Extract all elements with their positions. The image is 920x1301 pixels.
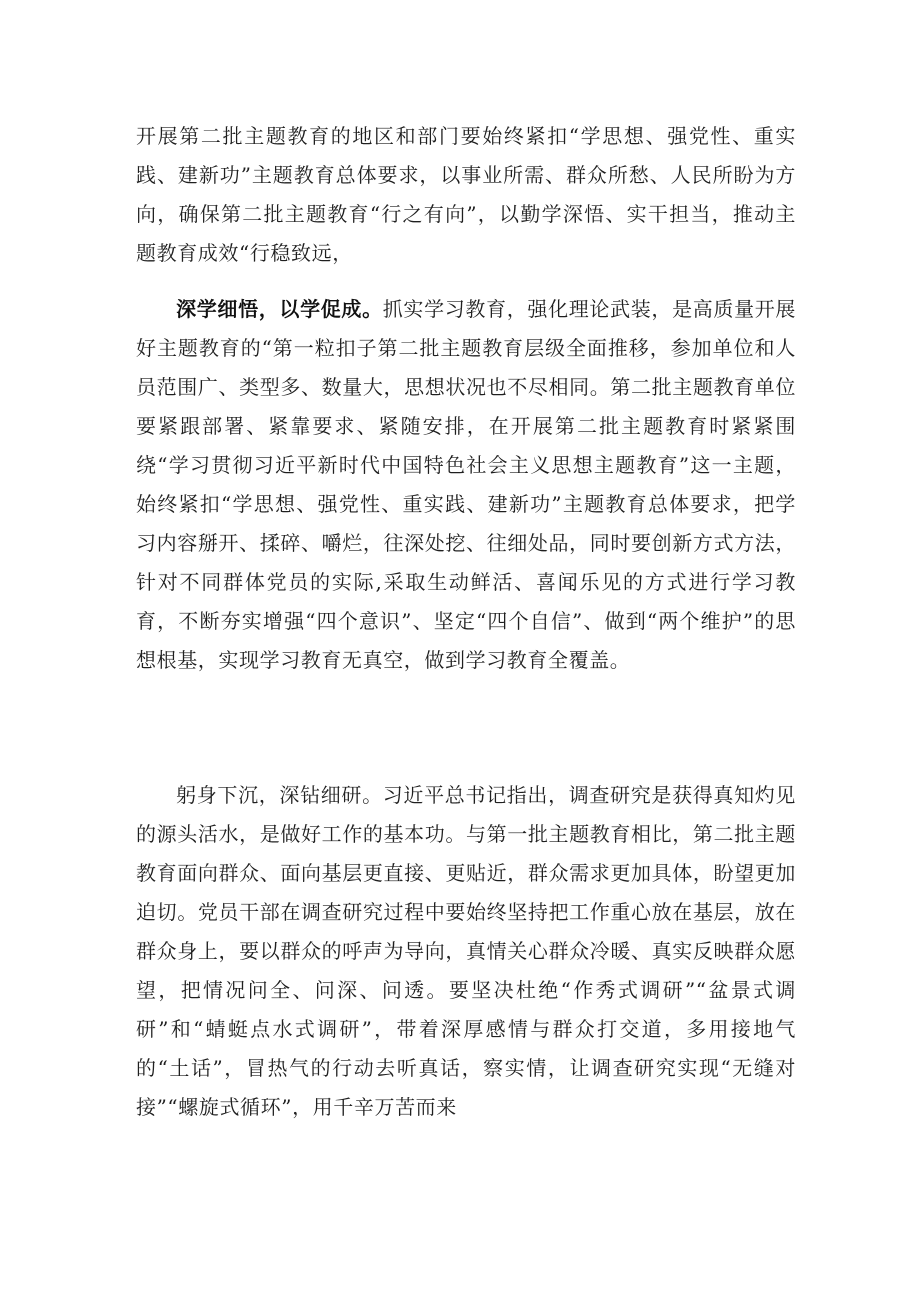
paragraph-1-text: 开展第二批主题教育的地区和部门要始终紧扣“学思想、强党性、重实践、建新功”主题教育总体要求，以事业所需、群众所愁、人民所盼为方向，确保第二批主题教育“行之有向”，以勤学深悟、实干担当，推动主题教育成效“行稳致远， bbox=[136, 124, 796, 265]
paragraph-3 bbox=[136, 776, 796, 1127]
paragraph-1 bbox=[136, 117, 796, 273]
paragraph-3-text: 躬身下沉，深钻细研。习近平总书记指出，调查研究是获得真知灼见的源头活水，是做好工作的基本功。与第一批主题教育相比，第二批主题教育面向群众、面向基层更直接、更贴近，群众需求更加具体，盼望更加迫切。党员干部在调查研究过程中要始终坚持把工作重心放在基层，放在群众身上，要以群众的呼声为导向，真情关心群众冷暖、真实反映群众愿望，把情况问全、问深、问透。要坚决杜绝“作秀式调研”“盆景式调研”和“蜻蜓点水式调研”，带着深厚感情与群众打交道，多用接地气的“土话”，冒热气的行动去听真话，察实情，让调查研究实现“无缝对接”“螺旋式循环”，用千辛万苦而来 bbox=[136, 783, 796, 1119]
paragraph-2-text: 抓实学习教育，强化理论武装，是高质量开展好主题教育的“第一粒扣子第二批主题教育层级全面推移，参加单位和人员范围广、类型多、数量大，思想状况也不尽相同。第二批主题教育单位要紧跟部署、紧靠要求、紧随安排，在开展第二批主题教育时紧紧围绕“学习贯彻习近平新时代中国特色社会主义思想主题教育”这一主题，始终紧扣“学思想、强党性、重实践、建新功”主题教育总体要求，把学习内容掰开、揉碎、嚼烂，往深处挖、往细处品，同时要创新方式方法，针对不同群体党员的实际,采取生动鲜活、喜闻乐见的方式进行学习教育，不断夯实增强“四个意识”、坚定“四个自信”、做到“两个维护”的思想根基，实现学习教育无真空，做到学习教育全覆盖。 bbox=[136, 297, 797, 672]
paragraph-2-lead: 深学细悟，以学促成。 bbox=[176, 297, 383, 321]
paragraph-2 bbox=[136, 290, 796, 680]
